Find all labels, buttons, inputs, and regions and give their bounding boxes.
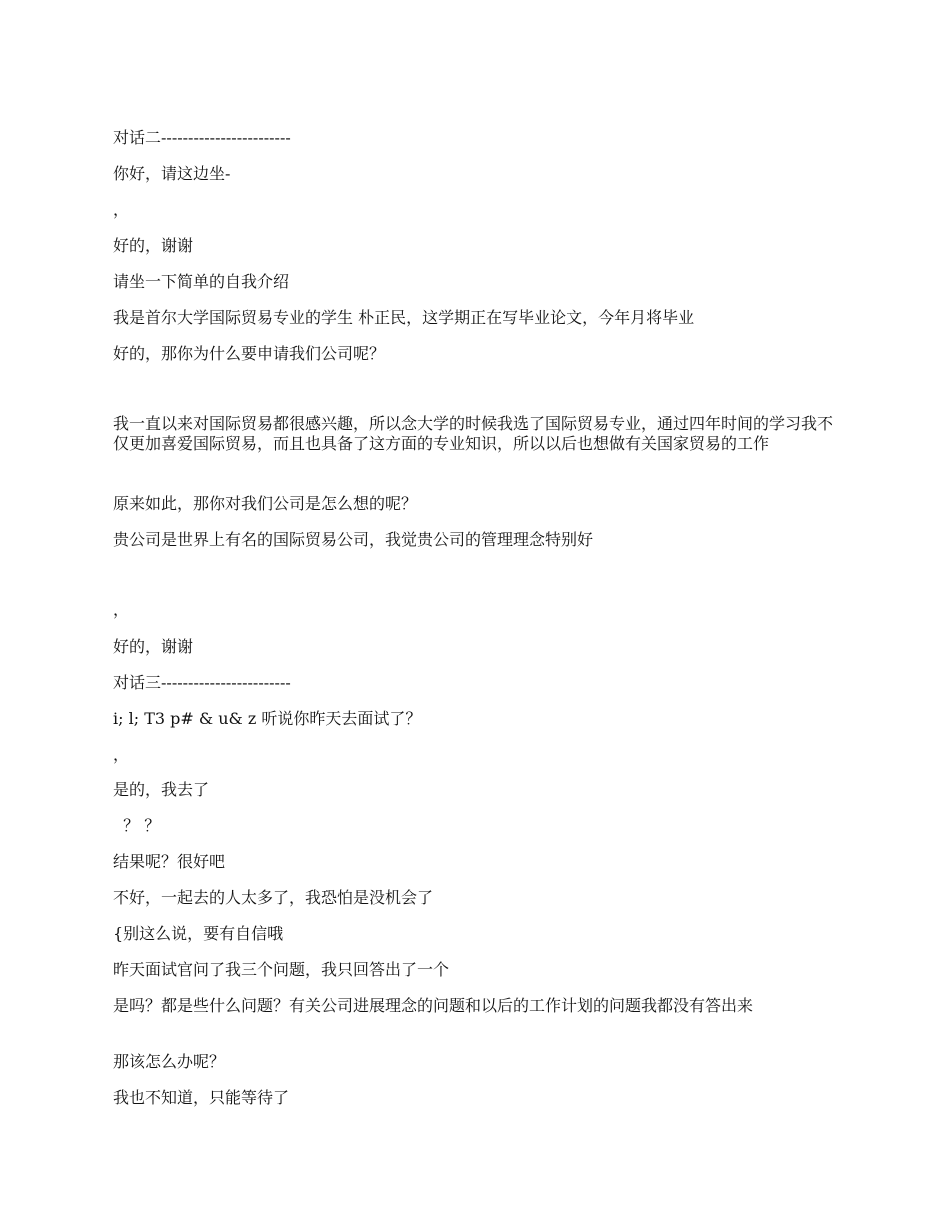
dialogue-line: ？ ？ (113, 816, 161, 835)
dialogue-line: 贵公司是世界上有名的国际贸易公司，我觉贵公司的管理理念特别好 (113, 530, 594, 549)
dialogue-line: 原来如此，那你对我们公司是怎么想的呢？ (113, 494, 418, 513)
dialogue-line: ， (113, 200, 130, 219)
dialogue-line: i; l; T3 p# & u& z 听说你昨天去面试了？ (113, 709, 422, 728)
dialogue-line: 我也不知道，只能等待了 (113, 1088, 290, 1107)
dialogue-line: 好的，那你为什么要申请我们公司呢？ (113, 344, 386, 363)
dialogue-line: ， (113, 745, 130, 764)
dialogue-line: 是的，我去了 (113, 780, 210, 799)
dialogue-line: 我是首尔大学国际贸易专业的学生 朴正民，这学期正在写毕业论文，今年月将毕业 (113, 308, 695, 327)
dialogue-line: 好的，谢谢 (113, 637, 194, 656)
dialogue-line: 请坐一下简单的自我介绍 (113, 272, 290, 291)
dialogue-heading-3: 对话三------------------------ (113, 673, 291, 692)
document-page (113, 0, 843, 1230)
dialogue-paragraph: 是吗？都是些什么问题？有关公司进展理念的问题和以后的工作计划的问题我都没有答出来 (113, 996, 754, 1015)
dialogue-line: 不好，一起去的人太多了，我恐怕是没机会了 (113, 888, 434, 907)
dialogue-heading-2: 对话二------------------------ (113, 128, 291, 147)
dialogue-line: 结果呢？很好吧 (113, 852, 226, 871)
dialogue-paragraph: 我一直以来对国际贸易都很感兴趣，所以念大学的时候我选了国际贸易专业，通过四年时间的学习我不仅更加喜爱国际贸易，而且也具备了这方面的专业知识，所以以后也想做有关国家贸易的工作 (113, 414, 834, 453)
dialogue-line: 你好，请这边坐- (113, 164, 231, 183)
dialogue-line: 那该怎么办呢？ (113, 1052, 226, 1071)
dialogue-line: {别这么说，要有自信哦 (113, 924, 284, 943)
dialogue-line: 昨天面试官问了我三个问题，我只回答出了一个 (113, 960, 450, 979)
dialogue-line: 好的，谢谢 (113, 236, 194, 255)
dialogue-line: ， (113, 600, 130, 619)
